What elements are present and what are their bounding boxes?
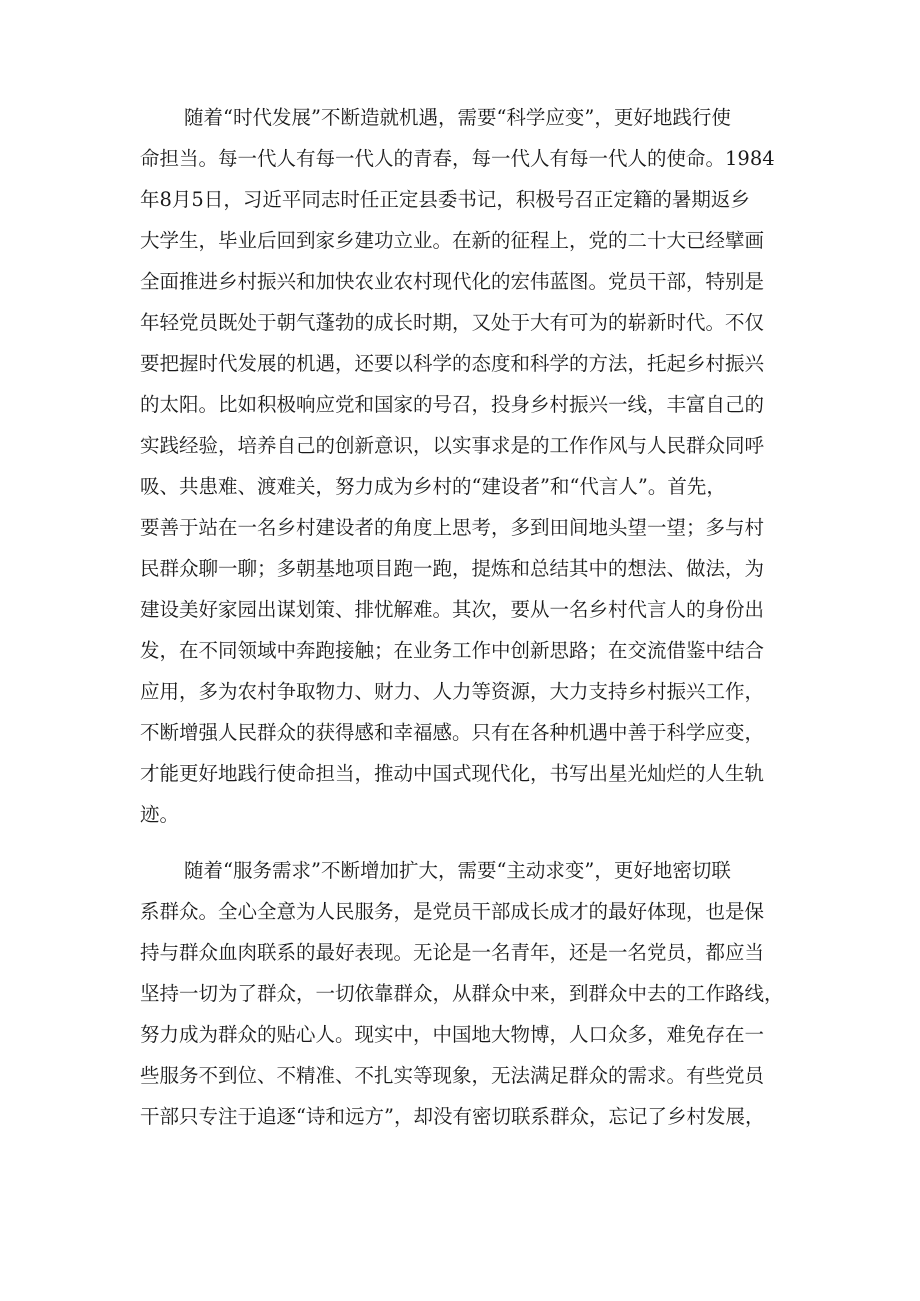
text-line: 应用，多为农村争取物力、财力、人力等资源，大力支持乡村振兴工作， (140, 680, 765, 703)
text-line: 发，在不同领域中奔跑接触；在业务工作中创新思路；在交流借鉴中结合 (140, 639, 765, 662)
text-line: 民群众聊一聊；多朝基地项目跑一跑，提炼和总结其中的想法、做法，为 (140, 557, 765, 580)
text-line: 持与群众血肉联系的最好表现。无论是一名青年，还是一名党员，都应当 (140, 941, 765, 964)
text-line: 实践经验，培养自己的创新意识，以实事求是的工作作风与人民群众同呼 (140, 434, 765, 457)
text-line: 坚持一切为了群众，一切依靠群众，从群众中来，到群众中去的工作路线， (140, 982, 784, 1005)
text-line: 干部只专注于追逐“诗和远方”，却没有密切联系群众，忘记了乡村发展， (140, 1105, 765, 1128)
text-line: 随着“时代发展”不断造就机遇，需要“科学应变”，更好地践行使 (184, 106, 731, 129)
text-line: 吸、共患难、渡难关，努力成为乡村的“建设者”和“代言人”。首先， (140, 475, 726, 498)
text-line: 年8月5日，习近平同志时任正定县委书记，积极号召正定籍的暑期返乡 (140, 188, 750, 211)
text-line: 要善于站在一名乡村建设者的角度上思考，多到田间地头望一望；多与村 (140, 516, 765, 539)
text-line: 要把握时代发展的机遇，还要以科学的态度和科学的方法，托起乡村振兴 (140, 352, 765, 375)
text-line: 大学生，毕业后回到家乡建功立业。在新的征程上，党的二十大已经擘画 (140, 229, 765, 252)
text-line: 随着“服务需求”不断增加扩大，需要“主动求变”，更好地密切联 (184, 859, 731, 882)
text-line: 迹。 (140, 803, 180, 826)
text-line: 不断增强人民群众的获得感和幸福感。只有在各种机遇中善于科学应变， (140, 721, 765, 744)
text-line: 命担当。每一代人有每一代人的青春，每一代人有每一代人的使命。1984 (140, 147, 775, 170)
text-line: 建设美好家园出谋划策、排忧解难。其次，要从一名乡村代言人的身份出 (140, 598, 765, 621)
text-line: 些服务不到位、不精准、不扎实等现象，无法满足群众的需求。有些党员 (140, 1064, 765, 1087)
text-line: 才能更好地践行使命担当，推动中国式现代化，书写出星光灿烂的人生轨 (140, 762, 765, 785)
text-line: 努力成为群众的贴心人。现实中，中国地大物博，人口众多，难免存在一 (140, 1023, 765, 1046)
text-line: 年轻党员既处于朝气蓬勃的成长时期，又处于大有可为的崭新时代。不仅 (140, 311, 765, 334)
text-line: 的太阳。比如积极响应党和国家的号召，投身乡村振兴一线，丰富自己的 (140, 393, 765, 416)
text-line: 系群众。全心全意为人民服务，是党员干部成长成才的最好体现，也是保 (140, 900, 765, 923)
text-line: 全面推进乡村振兴和加快农业农村现代化的宏伟蓝图。党员干部，特别是 (140, 270, 765, 293)
